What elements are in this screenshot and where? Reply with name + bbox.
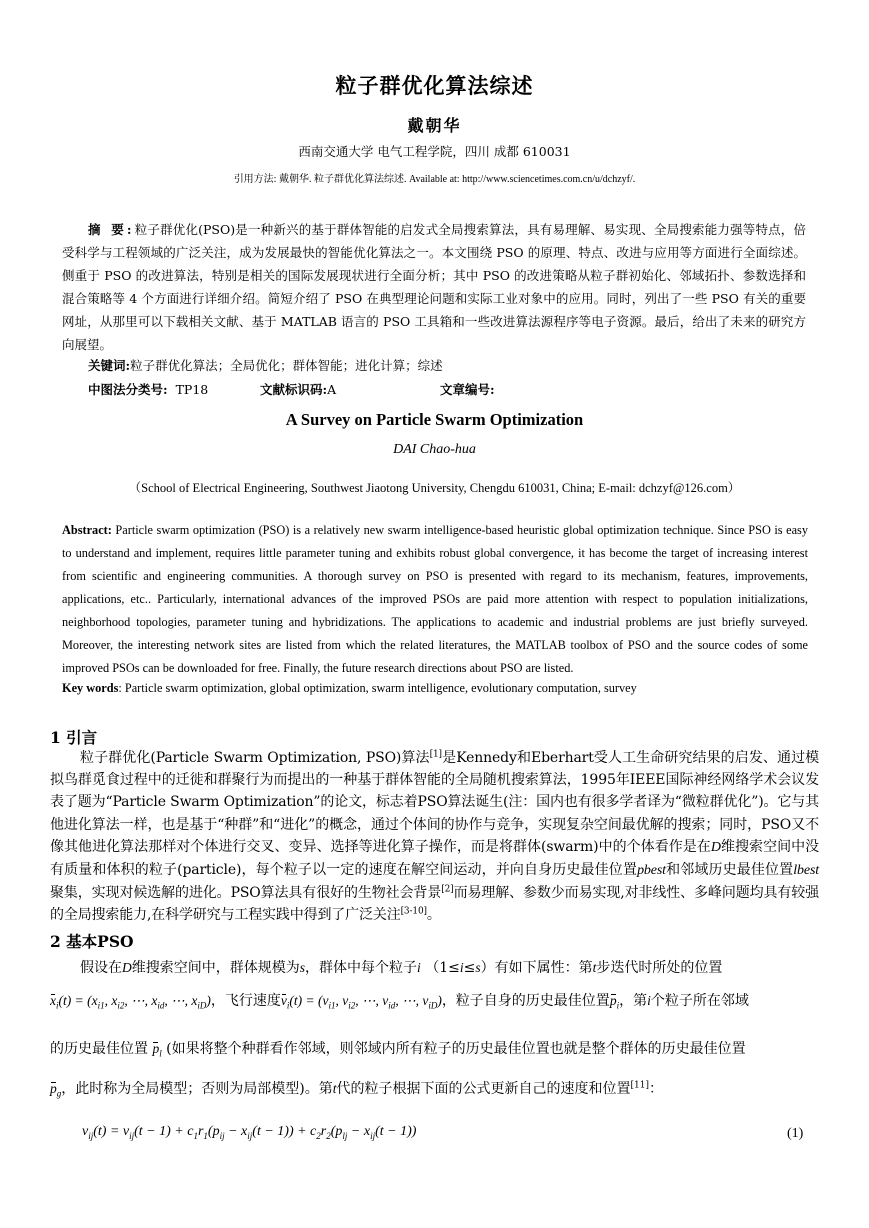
keywords-en-text: : Particle swarm optimization, global optimization, swarm intelligence, evolutionary computation, survey — [118, 681, 637, 695]
clc-value: TP18 — [175, 382, 209, 397]
citation-note: 引用方法: 戴朝华. 粒子群优化算法综述. Available at: http://www.sciencetimes.com.cn/u/dchzyf/. — [233, 174, 636, 185]
keywords-text: 粒子群优化算法；全局优化；群体智能；进化计算；综述 — [130, 358, 443, 373]
english-affiliation: （School of Electrical Engineering, Southwest Jiaotong University, Chengdu 610031, China; E-mail: dchzyf@126.com） — [128, 481, 741, 495]
author-affiliation: 西南交通大学 电气工程学院，四川 成都 610031 — [298, 144, 571, 159]
basic-pso-line-3: 的历史最佳位置 $p_l$ (如果将整个种群看作邻域，则邻域内所有粒子的历史最佳位置也就是整个群体的历史最佳位置 — [50, 1041, 746, 1059]
velocity-formula: $v_i(t) = (v_{i1}$, $v_{i2}$, ⋯, $v_{id}$, ⋯, $v_{iD}$) — [280, 993, 442, 1011]
ref-2: [2] — [441, 884, 454, 895]
clc-label: 中图法分类号: — [88, 382, 168, 397]
paper-title: 粒子群优化算法综述 — [335, 73, 534, 98]
doc-code-value: A — [327, 382, 337, 397]
keywords-chinese — [88, 356, 443, 374]
section-heading-basic-pso: 2 基本PSO — [50, 932, 134, 951]
basic-pso-line-2: $x_i(t) = (x_{i1}$, $x_{i2}$, ⋯, $x_{id}$, ⋯, $x_{iD}$)，飞行速度$v_i(t) = (v_{i1}$, $v_{i2}$, ⋯, $v_{id}$, ⋯, $v_{iD}$)，粒子自身的历史最佳位置$p_i$，第i个粒子所在邻域 — [50, 993, 749, 1011]
intro-paragraph: 粒子群优化(Particle Swarm Optimization, PSO)算法[1]是Kennedy和Eberhart受人工生命研究结果的启发、通过模拟鸟群觅食过程中的迁徙和群聚行为而提出的一种基于群体智能的全局随机搜索算法，1995年IEEE国际神经网络学术会议发表了题为“Particle Swarm Optimization”的论文，标志着PSO算法诞生(注：国内也有很多学者译为“微粒群优化”)。它与其他进化算法一样，也是基于“种群”和“进化”的概念，通过个体间的协作与竞争，实现复杂空间最优解的搜索；同时，PSO又不像其他进化算法那样对个体进行交叉、变异、选择等进化算子操作，而是将群体(swarm)中的个体看作是在D维搜索空间中没有质量和体积的粒子(particle)，每个粒子以一定的速度在解空间运动，并向自身历史最佳位置pbest和邻域历史最佳位置lbest聚集，实现对候选解的进化。PSO算法具有很好的生物社会背景[2]而易理解、参数少而易实现,对非线性、多峰问题均具有较强的全局搜索能力,在科学研究与工程实践中得到了广泛关注[3-10]。 — [50, 749, 820, 924]
ref-3-10: [3-10] — [400, 906, 427, 917]
keywords-label: 关键词: — [88, 358, 131, 373]
keywords-english — [62, 681, 637, 696]
equation-number: (1) — [787, 1126, 804, 1141]
basic-pso-line-1: 假设在D维搜索空间中，群体规模为s，群体中每个粒子i （1≤i≤s）有如下属性：第t步迭代时所处的位置 — [80, 960, 723, 976]
position-formula: $x_i(t) = (x_{i1}$, $x_{i2}$, ⋯, $x_{id}$, ⋯, $x_{iD}$) — [50, 993, 211, 1011]
abstract-en-text: Particle swarm optimization (PSO) is a relatively new swarm intelligence-based heuristic global optimization technique. Since PSO is easy to understand and implement, requires little parameter tuning and exhibits robust global convergence, it has become the target of increasing interest from scientific and engineering communities. A thorough survey on PSO is presented with regard to its mechanism, features, improvements, applications, etc.. Particularly, international advances of the improved PSOs are paid more attention with respect to population initializations, neighborhood topologies, parameter tuning and hybridizations. The applications to academic and industrial problems are just briefly surveyed. Moreover, the interesting network sites are listed from which the related literatures, the MATLAB toolbox of PSO and the source codes of some improved PSOs can be downloaded for free. Finally, the future research directions about PSO are listed. — [62, 523, 808, 675]
abstract-text: 粒子群优化(PSO)是一种新兴的基于群体智能的启发式全局搜索算法，具有易理解、易实现、全局搜索能力强等特点，倍受科学与工程领域的广泛关注，成为发展最快的智能优化算法之一。本文围绕 PSO 的原理、特点、改进与应用等方面进行全面综述。侧重于 PSO 的改进算法，特别是相关的国际发展现状进行全面分析；其中 PSO 的改进策略从粒子群初始化、邻域拓扑、参数选择和混合策略等 4 个方面进行详细介绍。简短介绍了 PSO 在典型理论问题和实际工业对象中的应用。同时，列出了一些 PSO 有关的重要网址，从那里可以下载相关文献、基于 MATLAB 语言的 PSO 工具箱和一些改进算法源程序等电子资源。最后，给出了未来的研究方向展望。 — [62, 222, 806, 352]
section-heading-intro: 1 引言 — [50, 728, 98, 747]
english-title: A Survey on Particle Swarm Optimization — [285, 410, 584, 429]
ref-11: [11] — [630, 1080, 649, 1091]
abstract-chinese — [62, 218, 806, 356]
ref-1: [1] — [429, 749, 442, 760]
abstract-english — [62, 519, 808, 680]
article-number-label: 文章编号: — [440, 382, 495, 397]
doc-code-label: 文献标识码: — [260, 382, 328, 397]
author-name: 戴朝华 — [407, 116, 462, 135]
basic-pso-line-4: $p_g$，此时称为全局模型；否则为局部模型)。第t代的粒子根据下面的公式更新自己的速度和位置[11]： — [50, 1080, 663, 1099]
abstract-label: 摘 要: — [88, 222, 135, 237]
keywords-en-label: Key words — [62, 681, 119, 695]
abstract-en-label: Abstract: — [62, 523, 112, 537]
velocity-update-equation: $v_{ij}(t) = v_{ij}(t - 1) + c_1r_1(p_{ij} - x_{ij}(t - 1)) + c_2r_2(p_{lj} - x_{ij}(t - 1))$ — [82, 1124, 417, 1141]
classification-row — [88, 380, 788, 398]
english-author: DAI Chao-hua — [393, 442, 476, 457]
